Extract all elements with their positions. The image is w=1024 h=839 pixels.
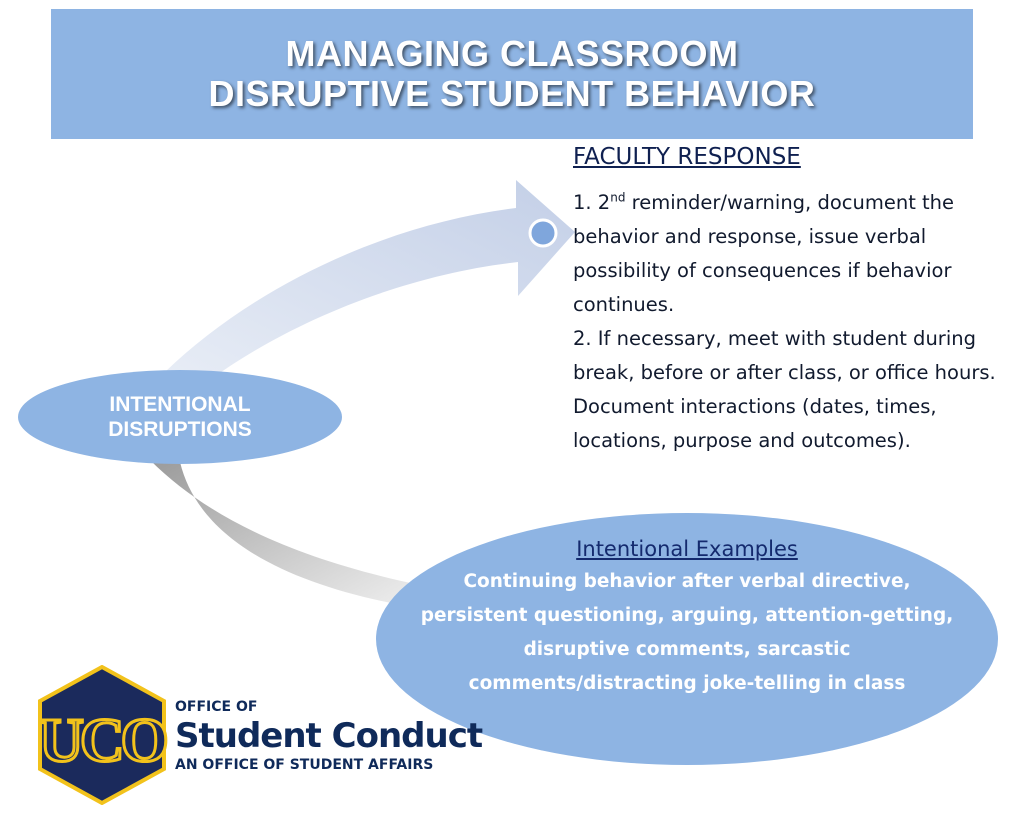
bullet-circle-icon — [530, 220, 556, 246]
logo-office-of: OFFICE OF — [175, 699, 258, 715]
page-title-line-2: DISRUPTIVE STUDENT BEHAVIOR — [208, 73, 816, 114]
logo-student-conduct: Student Conduct — [175, 716, 483, 756]
response-item-2: 2. If necessary, meet with student during break, before or after class, or office hours. Document interactions (dates, times, locations, purpose and outcomes). — [573, 327, 996, 452]
faculty-response-section — [573, 140, 1013, 458]
node-label-line-1: INTENTIONAL — [109, 393, 251, 416]
response-item-1 — [573, 186, 1013, 322]
page-title-line-1: MANAGING CLASSROOM — [285, 33, 739, 74]
uco-logo-icon — [32, 665, 172, 805]
intentional-disruptions-node — [18, 370, 342, 464]
response-item-1-prefix: 1. 2 — [573, 191, 611, 214]
response-item-1-sup: nd — [610, 190, 626, 205]
faculty-response-heading: FACULTY RESPONSE — [573, 144, 801, 170]
logo-mark-letters: UCO — [39, 707, 165, 775]
examples-content — [420, 533, 954, 701]
examples-text: Continuing behavior after verbal directive, persistent questioning, arguing, attention-getting, disruptive comments, sarcastic comments/distracting joke-telling in class — [420, 571, 954, 694]
node-label-line-2: DISRUPTIONS — [108, 418, 252, 441]
examples-heading: Intentional Examples — [576, 537, 798, 561]
response-item-1-text: reminder/warning, document the behavior and response, issue verbal possibility of consequences if behavior continues. — [573, 191, 955, 316]
upper-curved-arrow — [165, 180, 575, 380]
lower-curved-arrow — [150, 460, 430, 610]
office-logo-text — [175, 698, 482, 774]
logo-subtitle: AN OFFICE OF STUDENT AFFAIRS — [175, 757, 434, 773]
